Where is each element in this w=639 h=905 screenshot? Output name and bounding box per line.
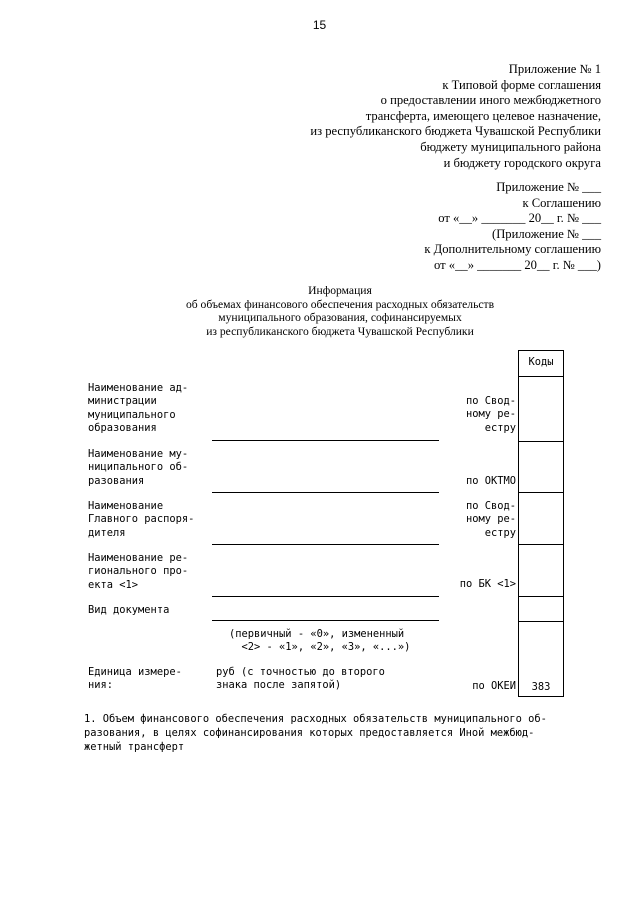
budget-code-cell[interactable] [519, 545, 563, 595]
annex-line: трансферта, имеющего целевое назначение, [365, 108, 601, 123]
regional-project-field[interactable] [212, 596, 439, 597]
unit-of-measure-value: руб (с точностью до второго знака после запятой) [216, 666, 385, 692]
agreement-line: к Соглашению [522, 195, 601, 210]
consolidated-register-label: по Свод- ному ре- естру [465, 500, 516, 539]
title-line: из республиканского бюджета Чувашской Республики [206, 324, 474, 338]
agreement-reference [424, 180, 601, 274]
title-line: об объемах финансового обеспечения расходных обязательств [185, 297, 495, 311]
title-line: Информация [308, 284, 372, 297]
chief-administrator-code-cell[interactable] [519, 493, 563, 543]
page-number: 15 [312, 18, 327, 32]
annex-reference [310, 62, 601, 171]
agreement-line: от «__» _______ 20__ г. № ___) [434, 257, 601, 272]
okei-label: по ОКЕИ [472, 680, 516, 692]
municipality-name-field[interactable] [212, 492, 439, 493]
agreement-line: к Дополнительному соглашению [424, 242, 601, 257]
chief-administrator-field[interactable] [212, 544, 439, 545]
annex-line: к Типовой форме соглашения [442, 77, 601, 92]
annex-line: о предоставлении иного межбюджетного [380, 93, 601, 108]
annex-line: Приложение № 1 [508, 62, 601, 76]
annex-line: бюджету муниципального района [420, 139, 601, 154]
oktmo-code-cell[interactable] [519, 442, 563, 491]
oktmo-label: по ОКТМО [465, 475, 516, 487]
administration-name-field[interactable] [212, 440, 439, 441]
document-title [150, 284, 530, 338]
annex-line: из республиканского бюджета Чувашской Республики [310, 124, 601, 139]
administration-name-label: Наименование ад- министрации муниципального образования [88, 382, 189, 435]
unit-of-measure-label: Единица измере- ния: [88, 666, 182, 692]
administration-code-cell[interactable] [519, 377, 563, 440]
title-line: муниципального образования, софинансируемых [218, 311, 462, 325]
document-type-code-cell[interactable] [519, 597, 563, 620]
document-type-field[interactable] [212, 620, 439, 621]
budget-code-label: по БК <1> [459, 578, 516, 590]
agreement-line: (Приложение № ___ [492, 226, 601, 241]
consolidated-register-label: по Свод- ному ре- естру [465, 395, 516, 434]
chief-administrator-label: Наименование Главного распоря- дителя [88, 500, 195, 539]
annex-line: и бюджету городского округа [443, 155, 601, 170]
okei-code-value: 383 [531, 681, 551, 693]
codes-divider [518, 621, 564, 622]
codes-header: Коды [528, 356, 554, 368]
agreement-line: Приложение № ___ [496, 180, 601, 194]
footnote: 1. Объем финансового обеспечения расходных обязательств муниципального об- разования, в целях софинансирования которых предоставляется Иной межбюд- жетный трансферт [84, 713, 547, 753]
document-type-note: (первичный - «0», измененный <2> - «1», «2», «3», «...») [229, 628, 411, 654]
municipality-name-label: Наименование му- ниципального об- разования [88, 448, 189, 487]
agreement-line: от «__» _______ 20__ г. № ___ [438, 211, 601, 226]
regional-project-label: Наименование ре- гионального про- екта <1> [88, 552, 189, 591]
document-type-label: Вид документа [88, 604, 170, 616]
